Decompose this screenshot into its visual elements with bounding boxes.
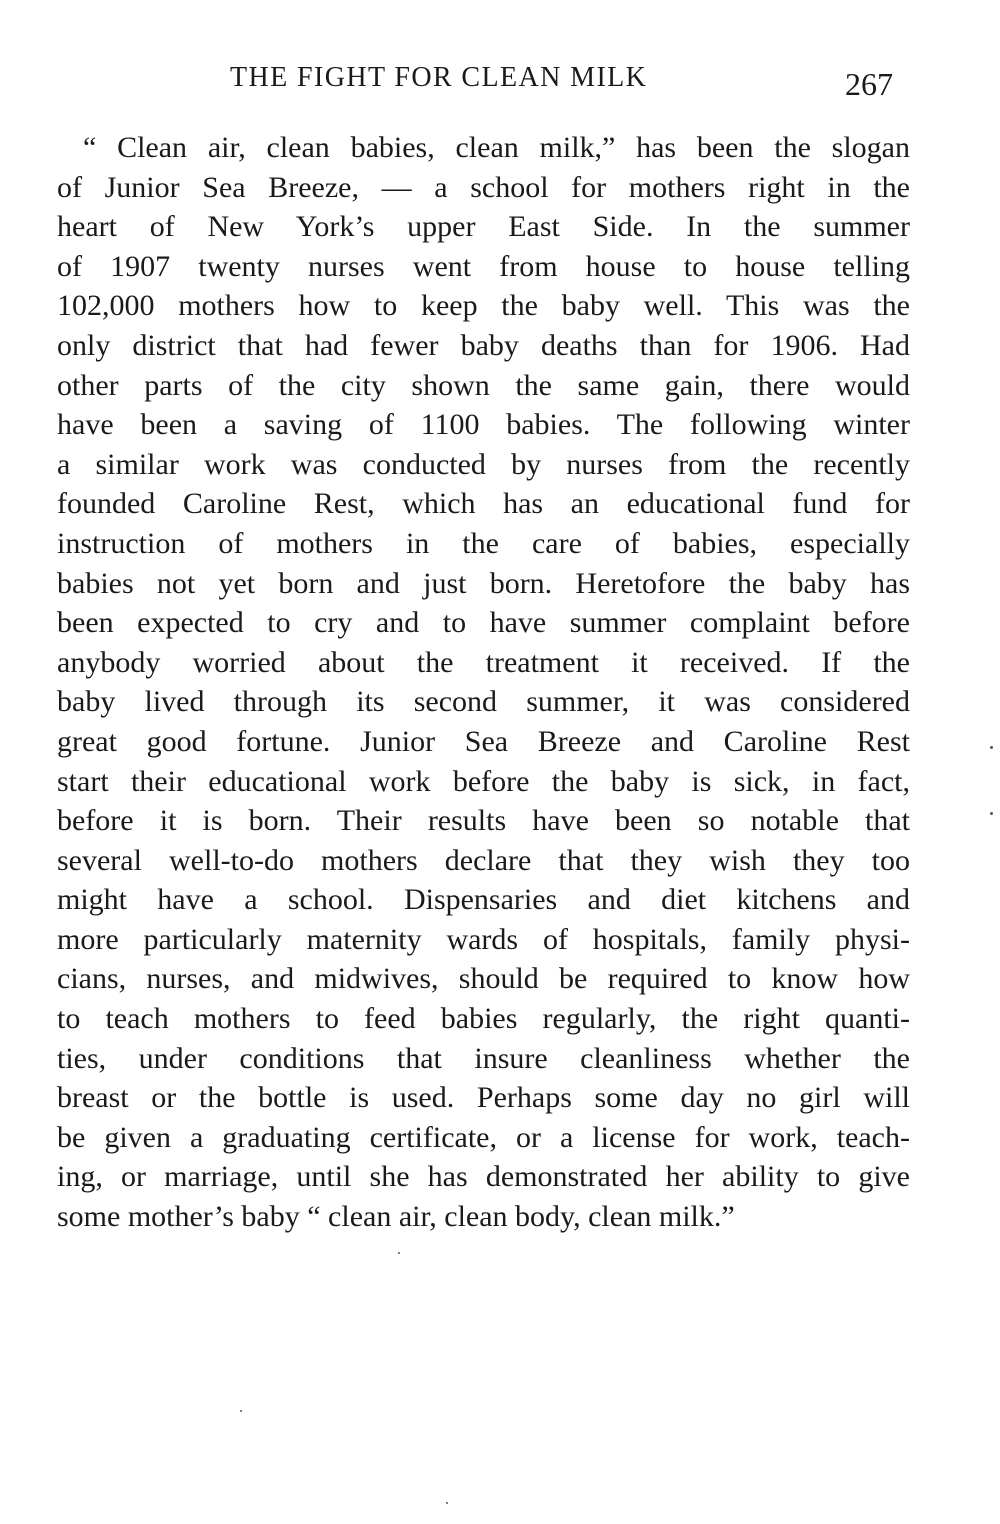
running-head — [0, 62, 1000, 102]
text-line: been expected to cry and to have summer complaint before — [57, 606, 910, 640]
text-line: a similar work was conducted by nurses from the recently — [57, 447, 910, 481]
text-line: before it is born. Their results have been so notable that — [57, 804, 910, 838]
scan-speck — [240, 1410, 242, 1412]
text-line: have been a saving of 1100 babies. The following winter — [57, 408, 910, 442]
scan-speck — [990, 746, 993, 749]
text-line: to teach mothers to feed babies regularly, the right quanti- — [57, 1002, 910, 1036]
text-line: founded Caroline Rest, which has an educational fund for — [57, 487, 910, 521]
paragraph — [57, 128, 910, 1237]
scan-speck — [990, 812, 993, 815]
text-line: start their educational work before the baby is sick, in fact, — [57, 764, 910, 798]
text-line: more particularly maternity wards of hospitals, family physi- — [57, 922, 910, 956]
text-line: ties, under conditions that insure cleanliness whether the — [57, 1041, 910, 1075]
text-line: cians, nurses, and midwives, should be required to know how — [57, 962, 910, 996]
text-line: 102,000 mothers how to keep the baby well. This was the — [57, 289, 910, 323]
text-line: anybody worried about the treatment it received. If the — [57, 645, 910, 679]
text-line: baby lived through its second summer, it was considered — [57, 685, 910, 719]
text-line: great good fortune. Junior Sea Breeze and Caroline Rest — [57, 724, 910, 758]
text-line: be given a graduating certificate, or a license for work, teach- — [57, 1120, 910, 1154]
running-title: THE FIGHT FOR CLEAN MILK — [230, 62, 648, 93]
text-line: babies not yet born and just born. Heretofore the baby has — [57, 566, 910, 600]
text-line: of 1907 twenty nurses went from house to house telling — [57, 249, 910, 283]
text-line: “ Clean air, clean babies, clean milk,” has been the slogan — [83, 131, 910, 164]
scan-speck — [446, 1502, 448, 1504]
scan-speck — [398, 1252, 400, 1254]
text-line: breast or the bottle is used. Perhaps some day no girl will — [57, 1081, 910, 1115]
text-line: some mother’s baby “ clean air, clean body, clean milk.” — [57, 1200, 735, 1234]
text-line: of Junior Sea Breeze, — a school for mothers right in the — [57, 170, 910, 204]
text-line: other parts of the city shown the same gain, there would — [57, 368, 910, 402]
text-line: heart of New York’s upper East Side. In the summer — [57, 210, 910, 244]
text-line: instruction of mothers in the care of babies, especially — [57, 526, 910, 560]
text-line: ing, or marriage, until she has demonstrated her ability to give — [57, 1160, 910, 1194]
page-number: 267 — [845, 66, 893, 102]
text-line: only district that had fewer baby deaths than for 1906. Had — [57, 328, 910, 362]
text-line: might have a school. Dispensaries and diet kitchens and — [57, 883, 910, 917]
text-line: several well-to-do mothers declare that they wish they too — [57, 843, 910, 877]
